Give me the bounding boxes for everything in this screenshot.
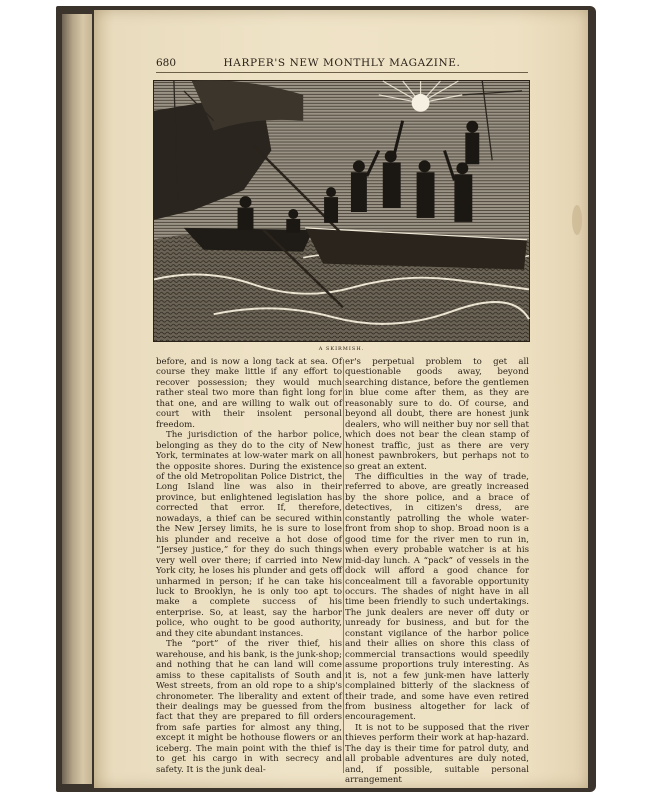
page-header — [156, 57, 528, 71]
paragraph: The “port” of the river thief, his warehouse, and his bank, is the junk-shop; and nothing that he can land will come amiss to these capitalists of South and West streets, from an old rope to a ship's chronometer. The liberality and extent of their dealings may be guessed from the fact that they are prepared to fill orders from safe parties for almost any thing, except it might be hothouse flowers or an iceberg. The main point with the thief is to get his cargo in with secrecy and safety. It is the junk deal- — [156, 639, 342, 775]
column-divider — [343, 359, 344, 773]
paragraph: before, and is now a long tack at sea. Of course they make little if any effort to recover possession; they would much rather steal two more than fight long for that one, and are willing to walk out of court with their insolent personal freedom. — [156, 357, 342, 430]
illustration-caption: A SKIRMISH. — [318, 346, 365, 352]
paragraph: er's perpetual problem to get all questionable goods away, beyond searching distance, before the gentlemen in blue come after them, as they are reasonably sure to do. Of course, and beyond all doubt, there are honest junk dealers, who will neither buy nor sell that which does not bear the clean stamp of honest traffic, just as there are very honest pawnbrokers, but perhaps not to so great an extent. — [345, 357, 529, 472]
engraving-illustration — [153, 80, 530, 342]
text-column-left — [156, 357, 342, 777]
paragraph: The jurisdiction of the harbor police, belonging as they do to the city of New York, terminates at low-water mark on all the opposite shores. During the existence of the old Metropolitan Police District, the Long Island line was also in their province, but enlightened legislation has corrected that error. If, therefore, nowadays, a thief can be secured within the New Jersey limits, he is sure to lose his plunder and receive a hot dose of “Jersey justice,” for they do such things very well over there; if carried into New York city, he loses his plunder and gets off unharmed in person; if he can take his luck to Brooklyn, he is only too apt to make a complete success of his enterprise. So, at least, say the harbor police, who ought to be good authority, and they cite abundant instances. — [156, 430, 342, 639]
paragraph: The difficulties in the way of trade, referred to above, are greatly increased by the shore police, and a brace of detectives, in citizen's dress, are constantly patrolling the whole water-front from shop to shop. Broad noon is a good time for the river men to run in, when every probable watcher is at his mid-day lunch. A “pack” of vessels in the dock will afford a good chance for concealment till a favorable opportunity occurs. The shades of night have in all time been friendly to such undertakings. The junk dealers are never off duty or unready for business, and but for the constant vigilance of the harbor police and their allies on shore this class of commercial transactions would speedily assume proportions truly interesting. As it is, not a few junk-men have latterly complained bitterly of the slackness of their trade, and some have even retired from business altogether for lack of encouragement. — [345, 471, 529, 723]
paragraph: It is not to be supposed that the river thieves perform their work at hap-hazard. The day is their time for patrol duty, and all probable adventures are duly noted, and, if possible, suitable personal arrangement — [345, 722, 529, 786]
page-number: 680 — [156, 57, 177, 69]
running-title: HARPER'S NEW MONTHLY MAGAZINE. — [223, 57, 461, 69]
engraving-drawing — [154, 81, 529, 341]
page-edges — [62, 14, 92, 784]
header-rule — [156, 72, 528, 73]
text-column-right — [345, 357, 529, 786]
